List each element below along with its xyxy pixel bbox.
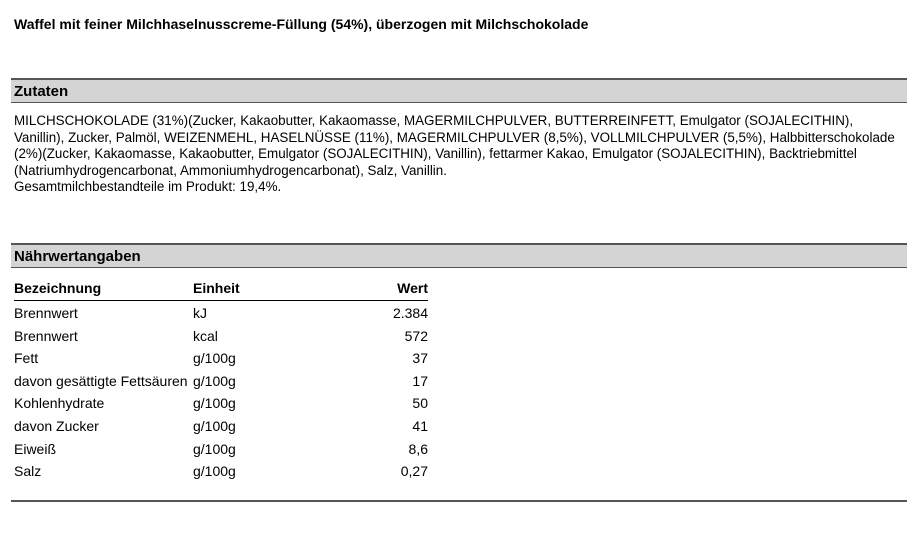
table-row [14, 438, 428, 461]
ingredients-section-header [11, 78, 907, 103]
row-name: Eiweiß [14, 440, 57, 457]
table-row [14, 460, 428, 483]
row-unit: g/100g [193, 372, 236, 389]
row-name: davon gesättigte Fettsäuren [14, 372, 188, 389]
column-header-unit: Einheit [193, 280, 240, 296]
table-row [14, 325, 428, 348]
row-name: davon Zucker [14, 417, 99, 434]
row-unit: kcal [193, 327, 218, 344]
row-value: 17 [412, 372, 428, 389]
row-unit: g/100g [193, 350, 236, 367]
column-header-name: Bezeichnung [14, 280, 102, 296]
row-name: Kohlenhydrate [14, 395, 105, 412]
row-name: Brennwert [14, 305, 78, 321]
nutrition-table [14, 278, 428, 483]
column-header-value: Wert [397, 280, 428, 296]
nutrition-section-header [11, 243, 907, 268]
row-name: Brennwert [14, 327, 78, 344]
bottom-divider [11, 500, 907, 502]
row-value: 37 [412, 350, 428, 367]
table-row [14, 370, 428, 393]
row-unit: g/100g [193, 417, 236, 434]
row-unit: g/100g [193, 463, 236, 480]
ingredients-heading: Zutaten [14, 83, 69, 100]
row-unit: g/100g [193, 440, 236, 457]
row-unit: g/100g [193, 395, 236, 412]
row-value: 50 [412, 395, 428, 412]
row-value: 8,6 [408, 440, 428, 457]
row-value: 2.384 [392, 305, 428, 321]
row-value: 41 [412, 417, 428, 434]
product-title: Waffel mit feiner Milchhaselnusscreme-Füllung (54%), überzogen mit Milchschokolade [14, 16, 589, 32]
row-value: 0,27 [400, 463, 428, 480]
row-value: 572 [404, 327, 428, 344]
nutrition-table-header-row [14, 278, 428, 301]
row-name: Salz [14, 463, 42, 480]
table-row [14, 392, 428, 415]
row-name: Fett [14, 350, 39, 367]
row-unit: kJ [193, 305, 207, 321]
nutrition-heading: Nährwertangaben [14, 248, 141, 265]
ingredients-text: MILCHSCHOKOLADE (31%)(Zucker, Kakaobutter, Kakaomasse, MAGERMILCHPULVER, BUTTERREINFETT, Emulgator (SOJALECITHIN), Vanillin), Zucker, Palmöl, WEIZENMEHL, HASELNÜSSE (11%), MAGERMILCHPULVER (8,5%), VOLLMILCHPULVER (5,5%), Halbbitterschokolade (2%)(Zucker, Kakaomasse, Kakaobutter, Emulgator (SOJALECITHIN), Vanillin), fettarmer Kakao, Emulgator (SOJALECITHIN), Backtriebmittel (Natriumhydrogencarbonat, Ammoniumhydrogencarbonat), Salz, Vanillin. [14, 113, 895, 178]
table-row [14, 415, 428, 438]
table-row [14, 347, 428, 370]
table-row [14, 301, 428, 325]
ingredients-block [14, 113, 904, 196]
milk-share-text: Gesamtmilchbestandteile im Produkt: 19,4%. [14, 179, 282, 195]
